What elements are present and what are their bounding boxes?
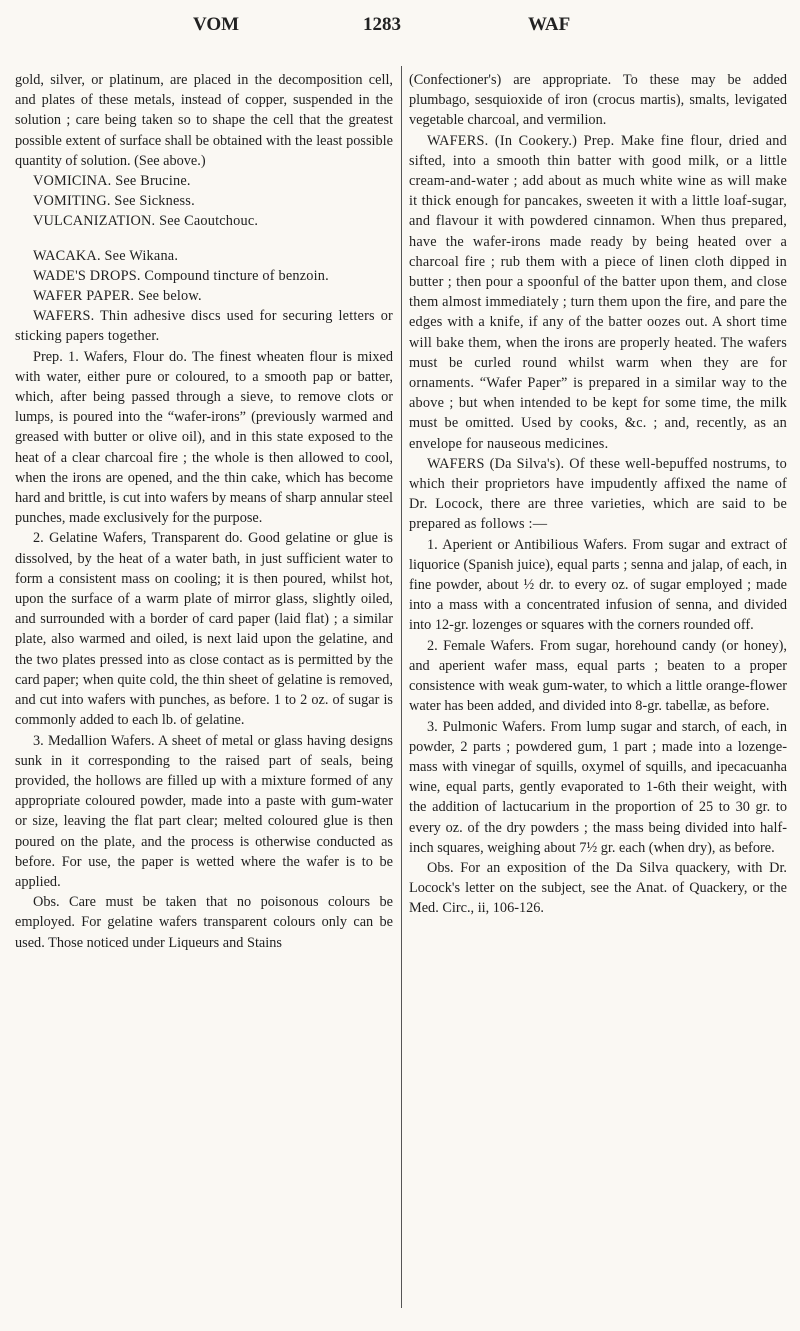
entry-continuation: gold, silver, or platinum, are placed in the decomposition cell, and plates of these metals, instead of copper, suspended in the solution ; care being taken so to shape the cell that the greatest possible extent of surface shall be obtained with the least possible quantity of solution. (See above.) bbox=[15, 72, 393, 169]
recipe-gelatine-wafers: 2. Gelatine Wafers, Transparent do. Good gelatine or glue is dissolved, by the heat of a water bath, in just sufficient water to form a consistent mass on cooling; it is then poured, whilst hot, upon the surface of a warm plate of mirror glass, slightly oiled, and surrounded with a border of card paper (laid flat) ; a similar plate, also warmed and oiled, is next laid upon the gelatine, and the two plates pressed into as close contact as is permitted by the card paper; when quite cold, the thin sheet of gelatine is removed, and cut into wafers with punches, as before. 1 to 2 oz. of sugar is commonly added to each lb. of gelatine. bbox=[15, 530, 393, 729]
entry-vomicina: VOMICINA. See Brucine. bbox=[33, 173, 191, 190]
running-header bbox=[0, 14, 800, 40]
recipe-pulmonic-wafers: 3. Pulmonic Wafers. From lump sugar and starch, of each, in powder, 2 parts ; powdered gum, 1 part ; made into a lozenge-mass with vinegar of squills, oxymel of squills, and ipecacuanha wine, equal parts, gently evaporated to 1-6th their weight, with the addition of lactucarium in the proportion of 25 to 30 gr. to every oz. of the dry powders ; the mass being divided into half-inch squares, weighing about 7½ gr. each (when dry), as before. bbox=[409, 718, 787, 856]
left-column bbox=[15, 70, 393, 953]
entry-wafers: WAFERS. Thin adhesive discs used for securing letters or sticking papers together. bbox=[15, 308, 393, 345]
entry-wafer-paper: WAFER PAPER. See below. bbox=[33, 288, 202, 305]
entry-wafers-cookery: WAFERS. (In Cookery.) Prep. Make fine flour, dried and sifted, into a smooth thin batter with good milk, or a little cream-and-water ; add about as much white wine as will make it thick enough for pancakes, sweeten it with a little loaf-sugar, and flavour it with powdered cinnamon. When thus prepared, have the wafer-irons made ready by being heated over a charcoal fire ; rub them with a piece of linen cloth dipped in butter ; then pour a spoonful of the batter upon them, and close them almost immediately ; turn them upon the fire, and pare the edges with a knife, if any of the batter oozes out. A short time will bake them, when the irons are properly heated. The wafers must be curled round whilst warm when they are for ornaments. “Wafer Paper” is prepared in a similar way to the above ; but when intended to be kept for some time, the milk must be omitted. Used by cooks, &c. ; and, recently, as an envelope for nauseous medicines. bbox=[409, 132, 787, 452]
header-left-guide-word: VOM bbox=[193, 14, 240, 35]
page-number: 1283 bbox=[363, 14, 401, 35]
observation-note-right: Obs. For an exposition of the Da Silva quackery, with Dr. Locock's letter on the subject, see the Anat. of Quackery, or the Med. Circ., ii, 106-126. bbox=[409, 859, 787, 917]
recipe-aperient-wafers: 1. Aperient or Antibilious Wafers. From sugar and extract of liquorice (Spanish juice), equal parts ; senna and jalap, of each, in fine powder, about ½ dr. to every oz. of sugar employed ; made into a mass with a concentrated infusion of senna, and divided into 12-gr. lozenges or squares with the corners rounded off. bbox=[409, 536, 787, 634]
column-divider bbox=[401, 66, 402, 1308]
observation-note: Obs. Care must be taken that no poisonous colours be employed. For gelatine wafers transparent colours only can be used. Those noticed under Liqueurs and Stains bbox=[15, 894, 393, 951]
entry-continuation-right: (Confectioner's) are appropriate. To these may be added plumbago, sesquioxide of iron (crocus martis), smalts, levigated vegetable charcoal, and vermilion. bbox=[409, 72, 787, 129]
entry-wafers-da-silva: WAFERS (Da Silva's). Of these well-bepuffed nostrums, to which their proprietors have impudently affixed the name of Dr. Locock, there are three varieties, which are said to be prepared as follows :— bbox=[409, 455, 787, 533]
right-column bbox=[409, 70, 787, 919]
recipe-medallion-wafers: 3. Medallion Wafers. A sheet of metal or glass having designs sunk in it corresponding to the raised part of seals, being provided, the hollows are filled up with a mixture formed of any appropriate coloured powder, made into a paste with gum-water or size, leaving the flat part clear; melted coloured glue is then poured on the plate, and the process is otherwise conducted as before. For use, the paper is wetted where the wafer is to be applied. bbox=[15, 732, 393, 890]
header-right-guide-word: WAF bbox=[528, 14, 571, 35]
entry-wacaka: WACAKA. See Wikana. bbox=[33, 247, 179, 264]
recipe-flour-wafers: Prep. 1. Wafers, Flour do. The finest wheaten flour is mixed with water, either pure or coloured, to a smooth pap or batter, which, after being passed through a sieve, to remove clots or lumps, is poured into the “wafer-irons” (previously warmed and greased with butter or olive oil), and in this state exposed to the heat of a clear charcoal fire ; the whole is then allowed to cool, when the irons are opened, and the thin cake, which has become hard and brittle, is cut into wafers by means of sharp annular steel punches, made exclusively for the purpose. bbox=[15, 348, 393, 527]
recipe-female-wafers: 2. Female Wafers. From sugar, horehound candy (or honey), and aperient wafer mass, equal parts ; beaten to a proper consistence with weak gum-water, to which a little orange-flower water has been added, and divided into 8-gr. tabellæ, as before. bbox=[409, 637, 787, 715]
entry-wades-drops: WADE'S DROPS. Compound tincture of benzoin. bbox=[33, 267, 329, 284]
entry-vomiting: VOMITING. See Sickness. bbox=[33, 193, 195, 210]
entry-vulcanization: VULCANIZATION. See Caoutchouc. bbox=[33, 213, 259, 230]
